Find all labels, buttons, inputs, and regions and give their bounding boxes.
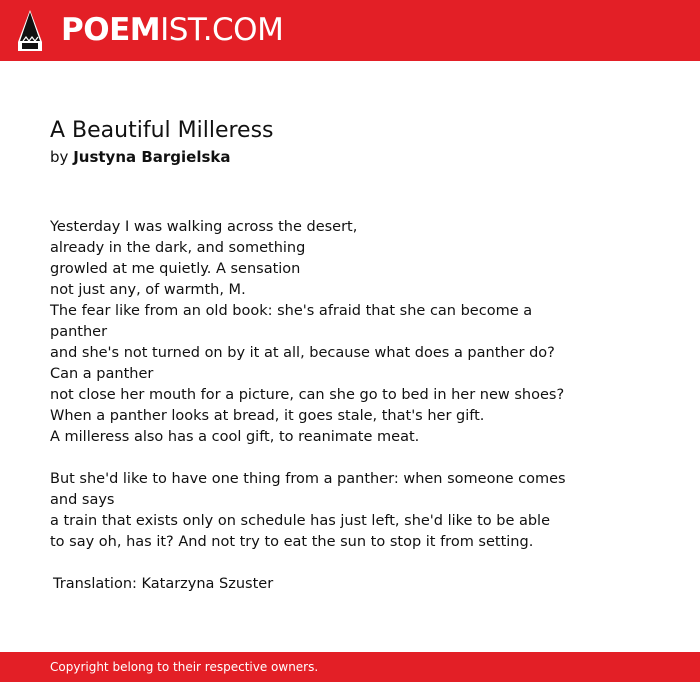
by-label: by [50,148,69,166]
poem-line: A milleress also has a cool gift, to reanimate meat. [50,429,420,445]
logo-rest-text: IST.COM [160,12,284,48]
poem-line: already in the dark, and something [50,240,306,256]
poem-line: a train that exists only on schedule has just left, she'd like to be able [50,513,551,529]
poem-byline [50,146,650,168]
logo-bold-text: POEM [61,12,161,48]
poem-line: When a panther looks at bread, it goes stale, that's her gift. [50,408,485,424]
stanza-break [50,448,570,469]
poem-line: not just any, of warmth, M. [50,282,246,298]
site-logo[interactable] [61,10,283,50]
translation-credit: Translation: Katarzyna Szuster [53,576,274,592]
poem-line: to say oh, has it? And not try to eat the sun to stop it from setting. [50,534,534,550]
poem-title: A Beautiful Milleress [50,118,274,143]
poem-content [50,116,650,595]
poem-line: But she'd like to have one thing from a panther: when someone comes and says [50,471,566,508]
copyright-text: Copyright belong to their respective owners. [50,660,319,674]
pencil-icon[interactable] [18,10,42,51]
poem-line: Yesterday I was walking across the desert, [50,219,358,235]
poem-line: The fear like from an old book: she's afraid that she can become a panther [50,303,533,340]
poem-line: not close her mouth for a picture, can she go to bed in her new shoes? [50,387,565,403]
poem-line: and she's not turned on by it at all, because what does a panther do? Can a panther [50,345,555,382]
poem-line: growled at me quietly. A sensation [50,261,301,277]
site-footer [0,652,700,682]
site-header [0,0,700,61]
poem-body [50,217,570,595]
author-link[interactable]: Justyna Bargielska [73,148,231,166]
